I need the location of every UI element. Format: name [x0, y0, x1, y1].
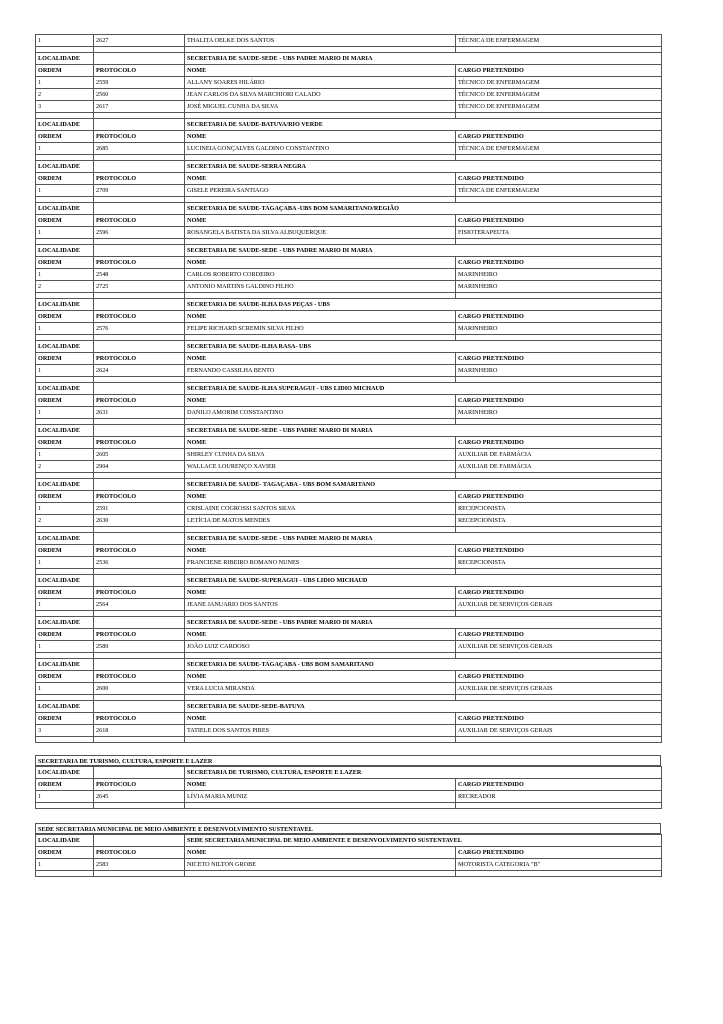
cargo-cell: TÉCNICA DE ENFERMAGEM	[456, 35, 662, 47]
header-protocolo: PROTOCOLO	[94, 713, 185, 725]
protocolo-cell: 2559	[94, 77, 185, 89]
header-nome: NOME	[185, 545, 456, 557]
localidade-blank	[94, 575, 185, 587]
cargo-cell: AUXILIAR DE SERVIÇOS GERAIS	[456, 683, 662, 695]
header-protocolo: PROTOCOLO	[94, 131, 185, 143]
spacer-row	[36, 737, 662, 743]
localidade-row	[36, 203, 662, 215]
table-row	[36, 407, 662, 419]
spacer-cell	[36, 803, 94, 809]
header-ordem: ORDEM	[36, 671, 94, 683]
header-row	[36, 311, 662, 323]
cargo-cell: MARINHEIRO	[456, 269, 662, 281]
main-table-body	[36, 35, 662, 743]
header-cargo: CARGO PRETENDIDO	[456, 847, 662, 859]
header-ordem: ORDEM	[36, 215, 94, 227]
localidade-value: SECRETARIA DE SAUDE-SUPERAGUI - UBS LIDIO MICHAUD	[185, 575, 662, 587]
ordem-cell: 1	[36, 227, 94, 239]
localidade-label: LOCALIDADE	[36, 161, 94, 173]
header-protocolo: PROTOCOLO	[94, 215, 185, 227]
localidade-blank	[94, 119, 185, 131]
header-ordem: ORDEM	[36, 545, 94, 557]
nome-cell: ALLANY SOARES HILÁRIO	[185, 77, 456, 89]
ordem-cell: 1	[36, 77, 94, 89]
header-nome: NOME	[185, 131, 456, 143]
header-ordem: ORDEM	[36, 587, 94, 599]
localidade-label: LOCALIDADE	[36, 299, 94, 311]
localidade-blank	[94, 425, 185, 437]
localidade-blank	[94, 341, 185, 353]
localidade-value: SECRETARIA DE SAUDE-SEDE - UBS PADRE MARIO DI MARIA	[185, 53, 662, 65]
localidade-row	[36, 245, 662, 257]
cargo-cell: TÉCNICA DE ENFERMAGEM	[456, 185, 662, 197]
protocolo-cell: 2583	[94, 859, 185, 871]
header-ordem: ORDEM	[36, 131, 94, 143]
department-gap	[35, 809, 661, 823]
ordem-cell: 1	[36, 143, 94, 155]
protocolo-cell: 2605	[94, 449, 185, 461]
header-ordem: ORDEM	[36, 395, 94, 407]
header-row	[36, 173, 662, 185]
localidade-label: LOCALIDADE	[36, 767, 94, 779]
header-ordem: ORDEM	[36, 353, 94, 365]
localidade-blank	[94, 479, 185, 491]
nome-cell: GISELE PEREIRA SANTIAGO	[185, 185, 456, 197]
localidade-value: SECRETARIA DE SAUDE-SEDE - UBS PADRE MARIO DI MARIA	[185, 617, 662, 629]
protocolo-cell: 2596	[94, 227, 185, 239]
header-cargo: CARGO PRETENDIDO	[456, 713, 662, 725]
nome-cell: LETÍCIA DE MATOS MENDES	[185, 515, 456, 527]
localidade-value: SECRETARIA DE SAUDE-SEDE - UBS PADRE MARIO DI MARIA	[185, 245, 662, 257]
localidade-label: LOCALIDADE	[36, 701, 94, 713]
header-cargo: CARGO PRETENDIDO	[456, 257, 662, 269]
nome-cell: LUCINEIA GONÇALVES GALDINO CONSTANTINO	[185, 143, 456, 155]
table-row	[36, 461, 662, 473]
nome-cell: TATIELE DOS SANTOS PIRES	[185, 725, 456, 737]
localidade-row	[36, 383, 662, 395]
header-nome: NOME	[185, 629, 456, 641]
header-cargo: CARGO PRETENDIDO	[456, 215, 662, 227]
header-nome: NOME	[185, 65, 456, 77]
header-ordem: ORDEM	[36, 713, 94, 725]
spacer-cell	[456, 871, 662, 877]
header-protocolo: PROTOCOLO	[94, 311, 185, 323]
localidade-label: LOCALIDADE	[36, 203, 94, 215]
localidade-blank	[94, 203, 185, 215]
spacer-cell	[94, 871, 185, 877]
ordem-cell: 3	[36, 101, 94, 113]
department-gap	[35, 743, 661, 755]
header-protocolo: PROTOCOLO	[94, 395, 185, 407]
header-nome: NOME	[185, 173, 456, 185]
nome-cell: JEANE JANUARIO DOS SANTOS	[185, 599, 456, 611]
nome-cell: SHIRLEY CUNHA DA SILVA	[185, 449, 456, 461]
header-row	[36, 713, 662, 725]
ordem-cell: 1	[36, 859, 94, 871]
nome-cell: ANTONIO MARTINS GALDINO FILHO	[185, 281, 456, 293]
localidade-blank	[94, 245, 185, 257]
nome-cell: NICETO NILTON GROBE	[185, 859, 456, 871]
main-table	[35, 34, 662, 743]
header-row	[36, 353, 662, 365]
header-nome: NOME	[185, 311, 456, 323]
cargo-cell: RECEPCIONISTA	[456, 503, 662, 515]
protocolo-cell: 2560	[94, 89, 185, 101]
protocolo-cell: 2904	[94, 461, 185, 473]
header-row	[36, 215, 662, 227]
protocolo-cell: 2564	[94, 599, 185, 611]
header-cargo: CARGO PRETENDIDO	[456, 629, 662, 641]
protocolo-cell: 2645	[94, 791, 185, 803]
header-nome: NOME	[185, 215, 456, 227]
cargo-cell: RECREADOR	[456, 791, 662, 803]
header-nome: NOME	[185, 257, 456, 269]
header-nome: NOME	[185, 847, 456, 859]
localidade-label: LOCALIDADE	[36, 341, 94, 353]
header-cargo: CARGO PRETENDIDO	[456, 311, 662, 323]
localidade-row	[36, 835, 662, 847]
spacer-cell	[94, 737, 185, 743]
ordem-cell: 1	[36, 323, 94, 335]
header-cargo: CARGO PRETENDIDO	[456, 437, 662, 449]
ordem-cell: 1	[36, 557, 94, 569]
cargo-cell: MARINHEIRO	[456, 407, 662, 419]
header-nome: NOME	[185, 779, 456, 791]
table-row	[36, 515, 662, 527]
protocolo-cell: 2627	[94, 35, 185, 47]
header-row	[36, 671, 662, 683]
spacer-cell	[94, 803, 185, 809]
header-row	[36, 545, 662, 557]
localidade-value: SECRETARIA DE SAUDE-ILHA SUPERAGUI - UBS LIDIO MICHAUD	[185, 383, 662, 395]
nome-cell: FRANCIENE RIBEIRO ROMANO NUNES	[185, 557, 456, 569]
localidade-blank	[94, 617, 185, 629]
header-row	[36, 629, 662, 641]
ordem-cell: 1	[36, 641, 94, 653]
header-nome: NOME	[185, 491, 456, 503]
localidade-row	[36, 341, 662, 353]
cargo-cell: AUXILIAR DE FARMÁCIA	[456, 461, 662, 473]
header-nome: NOME	[185, 671, 456, 683]
localidade-blank	[94, 299, 185, 311]
localidade-blank	[94, 701, 185, 713]
header-row	[36, 491, 662, 503]
department-title: SECRETARIA DE TURISMO, CULTURA, ESPORTE E LAZER	[35, 755, 661, 766]
table-row	[36, 599, 662, 611]
table-row	[36, 725, 662, 737]
table-row	[36, 323, 662, 335]
header-protocolo: PROTOCOLO	[94, 545, 185, 557]
localidade-row	[36, 53, 662, 65]
table-row	[36, 557, 662, 569]
header-protocolo: PROTOCOLO	[94, 437, 185, 449]
header-ordem: ORDEM	[36, 311, 94, 323]
localidade-value: SECRETARIA DE SAUDE-SEDE - UBS PADRE MARIO DI MARIA	[185, 425, 662, 437]
header-protocolo: PROTOCOLO	[94, 629, 185, 641]
spacer-cell	[185, 871, 456, 877]
localidade-label: LOCALIDADE	[36, 617, 94, 629]
localidade-row	[36, 425, 662, 437]
ordem-cell: 1	[36, 365, 94, 377]
header-row	[36, 131, 662, 143]
cargo-cell: TÉCNICO DE ENFERMAGEM	[456, 77, 662, 89]
localidade-row	[36, 299, 662, 311]
protocolo-cell: 2709	[94, 185, 185, 197]
protocolo-cell: 2576	[94, 323, 185, 335]
department-table-body	[36, 835, 662, 877]
ordem-cell: 1	[36, 269, 94, 281]
document-page	[35, 34, 661, 877]
header-nome: NOME	[185, 395, 456, 407]
protocolo-cell: 2630	[94, 515, 185, 527]
localidade-value: SECRETARIA DE SAUDE- TAGAÇABA - UBS BOM SAMARITANO	[185, 479, 662, 491]
table-row	[36, 227, 662, 239]
header-cargo: CARGO PRETENDIDO	[456, 779, 662, 791]
localidade-label: LOCALIDADE	[36, 425, 94, 437]
department-table	[35, 834, 662, 877]
localidade-label: LOCALIDADE	[36, 533, 94, 545]
nome-cell: DANILO AMORIM CONSTANTINO	[185, 407, 456, 419]
department-table	[35, 766, 662, 809]
localidade-row	[36, 767, 662, 779]
ordem-cell: 2	[36, 281, 94, 293]
nome-cell: WALLACE LOURENÇO XAVIER	[185, 461, 456, 473]
header-protocolo: PROTOCOLO	[94, 847, 185, 859]
header-row	[36, 437, 662, 449]
header-row	[36, 257, 662, 269]
nome-cell: THALITA OELKE DOS SANTOS	[185, 35, 456, 47]
header-cargo: CARGO PRETENDIDO	[456, 353, 662, 365]
header-row	[36, 779, 662, 791]
header-nome: NOME	[185, 353, 456, 365]
localidade-value: SECRETARIA DE SAUDE-TAGAÇABA -UBS BOM SAMARITANO/REGIÃO	[185, 203, 662, 215]
header-protocolo: PROTOCOLO	[94, 587, 185, 599]
header-protocolo: PROTOCOLO	[94, 779, 185, 791]
localidade-blank	[94, 767, 185, 779]
cargo-cell: AUXILIAR DE SERVIÇOS GERAIS	[456, 599, 662, 611]
header-protocolo: PROTOCOLO	[94, 671, 185, 683]
table-row	[36, 35, 662, 47]
ordem-cell: 2	[36, 89, 94, 101]
localidade-label: LOCALIDADE	[36, 835, 94, 847]
localidade-blank	[94, 383, 185, 395]
nome-cell: JOÃO LUIZ CARDOSO	[185, 641, 456, 653]
header-protocolo: PROTOCOLO	[94, 257, 185, 269]
nome-cell: VERA LUCIA MIRANDA	[185, 683, 456, 695]
table-row	[36, 101, 662, 113]
protocolo-cell: 2600	[94, 683, 185, 695]
localidade-row	[36, 161, 662, 173]
table-row	[36, 791, 662, 803]
nome-cell: ROSANGELA BATISTA DA SILVA ALBUQUERQUE	[185, 227, 456, 239]
header-nome: NOME	[185, 587, 456, 599]
localidade-label: LOCALIDADE	[36, 245, 94, 257]
table-row	[36, 449, 662, 461]
cargo-cell: MARINHEIRO	[456, 365, 662, 377]
header-protocolo: PROTOCOLO	[94, 353, 185, 365]
localidade-row	[36, 617, 662, 629]
department-table-body	[36, 767, 662, 809]
spacer-cell	[185, 737, 456, 743]
localidade-value: SECRETARIA DE TURISMO, CULTURA, ESPORTE E LAZER	[185, 767, 662, 779]
header-ordem: ORDEM	[36, 779, 94, 791]
protocolo-cell: 2536	[94, 557, 185, 569]
localidade-blank	[94, 53, 185, 65]
localidade-row	[36, 701, 662, 713]
nome-cell: CARLOS ROBERTO CORDEIRO	[185, 269, 456, 281]
header-cargo: CARGO PRETENDIDO	[456, 491, 662, 503]
header-protocolo: PROTOCOLO	[94, 173, 185, 185]
cargo-cell: MARINHEIRO	[456, 323, 662, 335]
ordem-cell: 1	[36, 35, 94, 47]
localidade-label: LOCALIDADE	[36, 383, 94, 395]
localidade-label: LOCALIDADE	[36, 53, 94, 65]
header-nome: NOME	[185, 713, 456, 725]
header-ordem: ORDEM	[36, 65, 94, 77]
header-ordem: ORDEM	[36, 437, 94, 449]
departments-container	[35, 743, 661, 877]
nome-cell: CRISLAINE COGROSSI SANTOS SILVA	[185, 503, 456, 515]
protocolo-cell: 2591	[94, 503, 185, 515]
cargo-cell: TÉCNICO DE ENFERMAGEM	[456, 89, 662, 101]
protocolo-cell: 2685	[94, 143, 185, 155]
table-row	[36, 77, 662, 89]
cargo-cell: RECEPCIONISTA	[456, 515, 662, 527]
header-cargo: CARGO PRETENDIDO	[456, 671, 662, 683]
cargo-cell: TÉCNICO DE ENFERMAGEM	[456, 101, 662, 113]
cargo-cell: MOTORISTA CATEGORIA "B"	[456, 859, 662, 871]
localidade-value: SECRETARIA DE SAUDE-SERRA NEGRA	[185, 161, 662, 173]
ordem-cell: 1	[36, 599, 94, 611]
cargo-cell: FISIOTERAPEUTA	[456, 227, 662, 239]
ordem-cell: 3	[36, 725, 94, 737]
header-ordem: ORDEM	[36, 847, 94, 859]
protocolo-cell: 2624	[94, 365, 185, 377]
ordem-cell: 1	[36, 791, 94, 803]
spacer-cell	[36, 737, 94, 743]
nome-cell: JEAN CARLOS DA SILVA MARCHIORI CALADO	[185, 89, 456, 101]
localidade-row	[36, 119, 662, 131]
nome-cell: FERNANDO CASSILHA BENTO	[185, 365, 456, 377]
localidade-value: SEDE SECRETARIA MUNICIPAL DE MEIO AMBIENTE E DESENVOLVIMENTO SUSTENTAVEL	[185, 835, 662, 847]
spacer-cell	[36, 871, 94, 877]
protocolo-cell: 2618	[94, 725, 185, 737]
spacer-cell	[456, 803, 662, 809]
header-row	[36, 395, 662, 407]
table-row	[36, 683, 662, 695]
cargo-cell: RECEPCIONISTA	[456, 557, 662, 569]
localidade-value: SECRETARIA DE SAUDE-ILHA RASA- UBS	[185, 341, 662, 353]
localidade-blank	[94, 161, 185, 173]
cargo-cell: AUXILIAR DE SERVIÇOS GERAIS	[456, 641, 662, 653]
header-ordem: ORDEM	[36, 257, 94, 269]
nome-cell: FELIPE RICHARD SCREMIN SILVA FILHO	[185, 323, 456, 335]
spacer-row	[36, 871, 662, 877]
localidade-blank	[94, 659, 185, 671]
protocolo-cell: 2589	[94, 641, 185, 653]
ordem-cell: 1	[36, 449, 94, 461]
header-cargo: CARGO PRETENDIDO	[456, 395, 662, 407]
localidade-label: LOCALIDADE	[36, 479, 94, 491]
ordem-cell: 1	[36, 407, 94, 419]
table-row	[36, 503, 662, 515]
header-ordem: ORDEM	[36, 491, 94, 503]
localidade-row	[36, 575, 662, 587]
localidade-blank	[94, 533, 185, 545]
localidade-value: SECRETARIA DE SAUDE-BATUVA/RIO VERDE	[185, 119, 662, 131]
ordem-cell: 2	[36, 461, 94, 473]
header-cargo: CARGO PRETENDIDO	[456, 65, 662, 77]
protocolo-cell: 2631	[94, 407, 185, 419]
table-row	[36, 185, 662, 197]
localidade-row	[36, 659, 662, 671]
header-cargo: CARGO PRETENDIDO	[456, 587, 662, 599]
localidade-blank	[94, 835, 185, 847]
ordem-cell: 1	[36, 683, 94, 695]
localidade-value: SECRETARIA DE SAUDE-SEDE - UBS PADRE MARIO DI MARIA	[185, 533, 662, 545]
table-row	[36, 269, 662, 281]
localidade-value: SECRETARIA DE SAUDE-ILHA DAS PEÇAS - UBS	[185, 299, 662, 311]
header-nome: NOME	[185, 437, 456, 449]
table-row	[36, 89, 662, 101]
header-protocolo: PROTOCOLO	[94, 65, 185, 77]
localidade-label: LOCALIDADE	[36, 119, 94, 131]
nome-cell: LÍVIA MARIA MUNIZ	[185, 791, 456, 803]
header-row	[36, 587, 662, 599]
nome-cell: JOSÉ MIGUEL CUNHA DA SILVA	[185, 101, 456, 113]
localidade-row	[36, 479, 662, 491]
protocolo-cell: 2548	[94, 269, 185, 281]
localidade-value: SECRETARIA DE SAUDE-TAGAÇABA - UBS BOM SAMARITANO	[185, 659, 662, 671]
spacer-cell	[185, 803, 456, 809]
spacer-cell	[456, 737, 662, 743]
table-row	[36, 281, 662, 293]
ordem-cell: 1	[36, 503, 94, 515]
protocolo-cell: 2725	[94, 281, 185, 293]
table-row	[36, 365, 662, 377]
table-row	[36, 859, 662, 871]
cargo-cell: MARINHEIRO	[456, 281, 662, 293]
header-ordem: ORDEM	[36, 173, 94, 185]
header-cargo: CARGO PRETENDIDO	[456, 173, 662, 185]
ordem-cell: 2	[36, 515, 94, 527]
table-row	[36, 641, 662, 653]
header-ordem: ORDEM	[36, 629, 94, 641]
header-protocolo: PROTOCOLO	[94, 491, 185, 503]
header-row	[36, 65, 662, 77]
cargo-cell: TÉCNICA DE ENFERMAGEM	[456, 143, 662, 155]
department-title: SEDE SECRETARIA MUNICIPAL DE MEIO AMBIENTE E DESENVOLVIMENTO SUSTENTAVEL	[35, 823, 661, 834]
cargo-cell: AUXILIAR DE SERVIÇOS GERAIS	[456, 725, 662, 737]
ordem-cell: 1	[36, 185, 94, 197]
protocolo-cell: 2617	[94, 101, 185, 113]
spacer-row	[36, 803, 662, 809]
header-cargo: CARGO PRETENDIDO	[456, 131, 662, 143]
header-cargo: CARGO PRETENDIDO	[456, 545, 662, 557]
header-row	[36, 847, 662, 859]
table-row	[36, 143, 662, 155]
localidade-label: LOCALIDADE	[36, 575, 94, 587]
localidade-row	[36, 533, 662, 545]
localidade-label: LOCALIDADE	[36, 659, 94, 671]
localidade-value: SECRETARIA DE SAUDE-SEDE-BATUVA	[185, 701, 662, 713]
cargo-cell: AUXILIAR DE FARMÁCIA	[456, 449, 662, 461]
